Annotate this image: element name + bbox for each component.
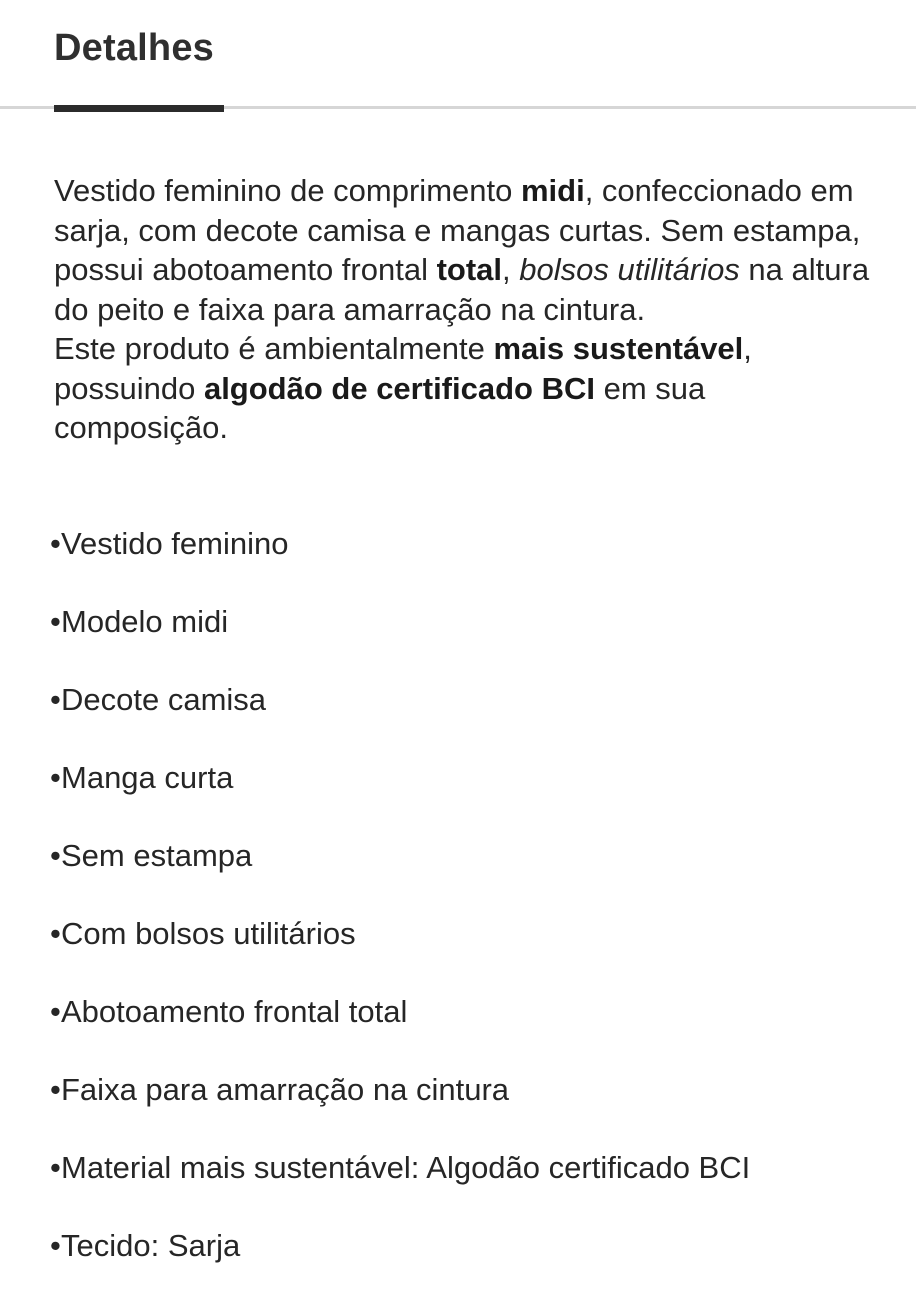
- bullet-icon: •: [50, 1150, 61, 1185]
- feature-label: Abotoamento frontal total: [61, 994, 408, 1029]
- feature-label: Vestido feminino: [61, 526, 289, 561]
- feature-label: Decote camisa: [61, 682, 267, 717]
- bullet-icon: •: [50, 604, 61, 639]
- feature-item: [50, 990, 890, 1068]
- description-text: ,: [502, 252, 520, 287]
- feature-label: Manga curta: [61, 760, 234, 795]
- bullet-icon: •: [50, 760, 61, 795]
- description-italic: bolsos utilitários: [519, 252, 740, 287]
- feature-item: [50, 756, 890, 834]
- feature-label: Modelo midi: [61, 604, 229, 639]
- bullet-icon: •: [50, 838, 61, 873]
- feature-item: [50, 522, 890, 600]
- feature-item: [50, 678, 890, 756]
- feature-label: Tecido: Sarja: [61, 1228, 241, 1263]
- feature-item: [50, 1224, 890, 1302]
- bullet-icon: •: [50, 994, 61, 1029]
- feature-item: [50, 600, 890, 678]
- bullet-icon: •: [50, 526, 61, 561]
- description-text: em sua composição.: [54, 370, 706, 445]
- feature-label: Com bolsos utilitários: [61, 916, 356, 951]
- bullet-icon: •: [50, 1072, 61, 1107]
- product-description: [54, 171, 884, 448]
- feature-item: [50, 1068, 890, 1146]
- bullet-icon: •: [50, 682, 61, 717]
- bullet-icon: •: [50, 1228, 61, 1263]
- description-bold: midi: [520, 173, 585, 208]
- feature-label: Sem estampa: [61, 838, 253, 873]
- description-bold: algodão de certificado BCI: [203, 370, 595, 406]
- description-text: , confeccionado em sarja, com decote camisa e mangas curtas. Sem estampa, possui abotoamento frontal: [54, 173, 861, 287]
- description-text: na altura do peito e faixa para amarração na cintura.: [54, 252, 870, 327]
- feature-item: [50, 834, 890, 912]
- description-text: Vestido feminino de comprimento: [54, 173, 521, 208]
- description-text: Este produto é ambientalmente: [54, 331, 494, 366]
- feature-item: [50, 912, 890, 990]
- feature-label: Material mais sustentável: Algodão certificado BCI: [61, 1150, 751, 1185]
- description-bold: total: [436, 252, 503, 287]
- tab-header: [0, 0, 916, 110]
- active-tab-indicator: [54, 105, 224, 112]
- description-text: , possuindo: [54, 331, 752, 406]
- features-list: [50, 522, 890, 1302]
- description-bold: mais sustentável: [493, 331, 744, 366]
- bullet-icon: •: [50, 916, 61, 951]
- tab-detalhes[interactable]: Detalhes: [54, 27, 215, 69]
- feature-item: [50, 1146, 890, 1224]
- feature-label: Faixa para amarração na cintura: [61, 1072, 510, 1107]
